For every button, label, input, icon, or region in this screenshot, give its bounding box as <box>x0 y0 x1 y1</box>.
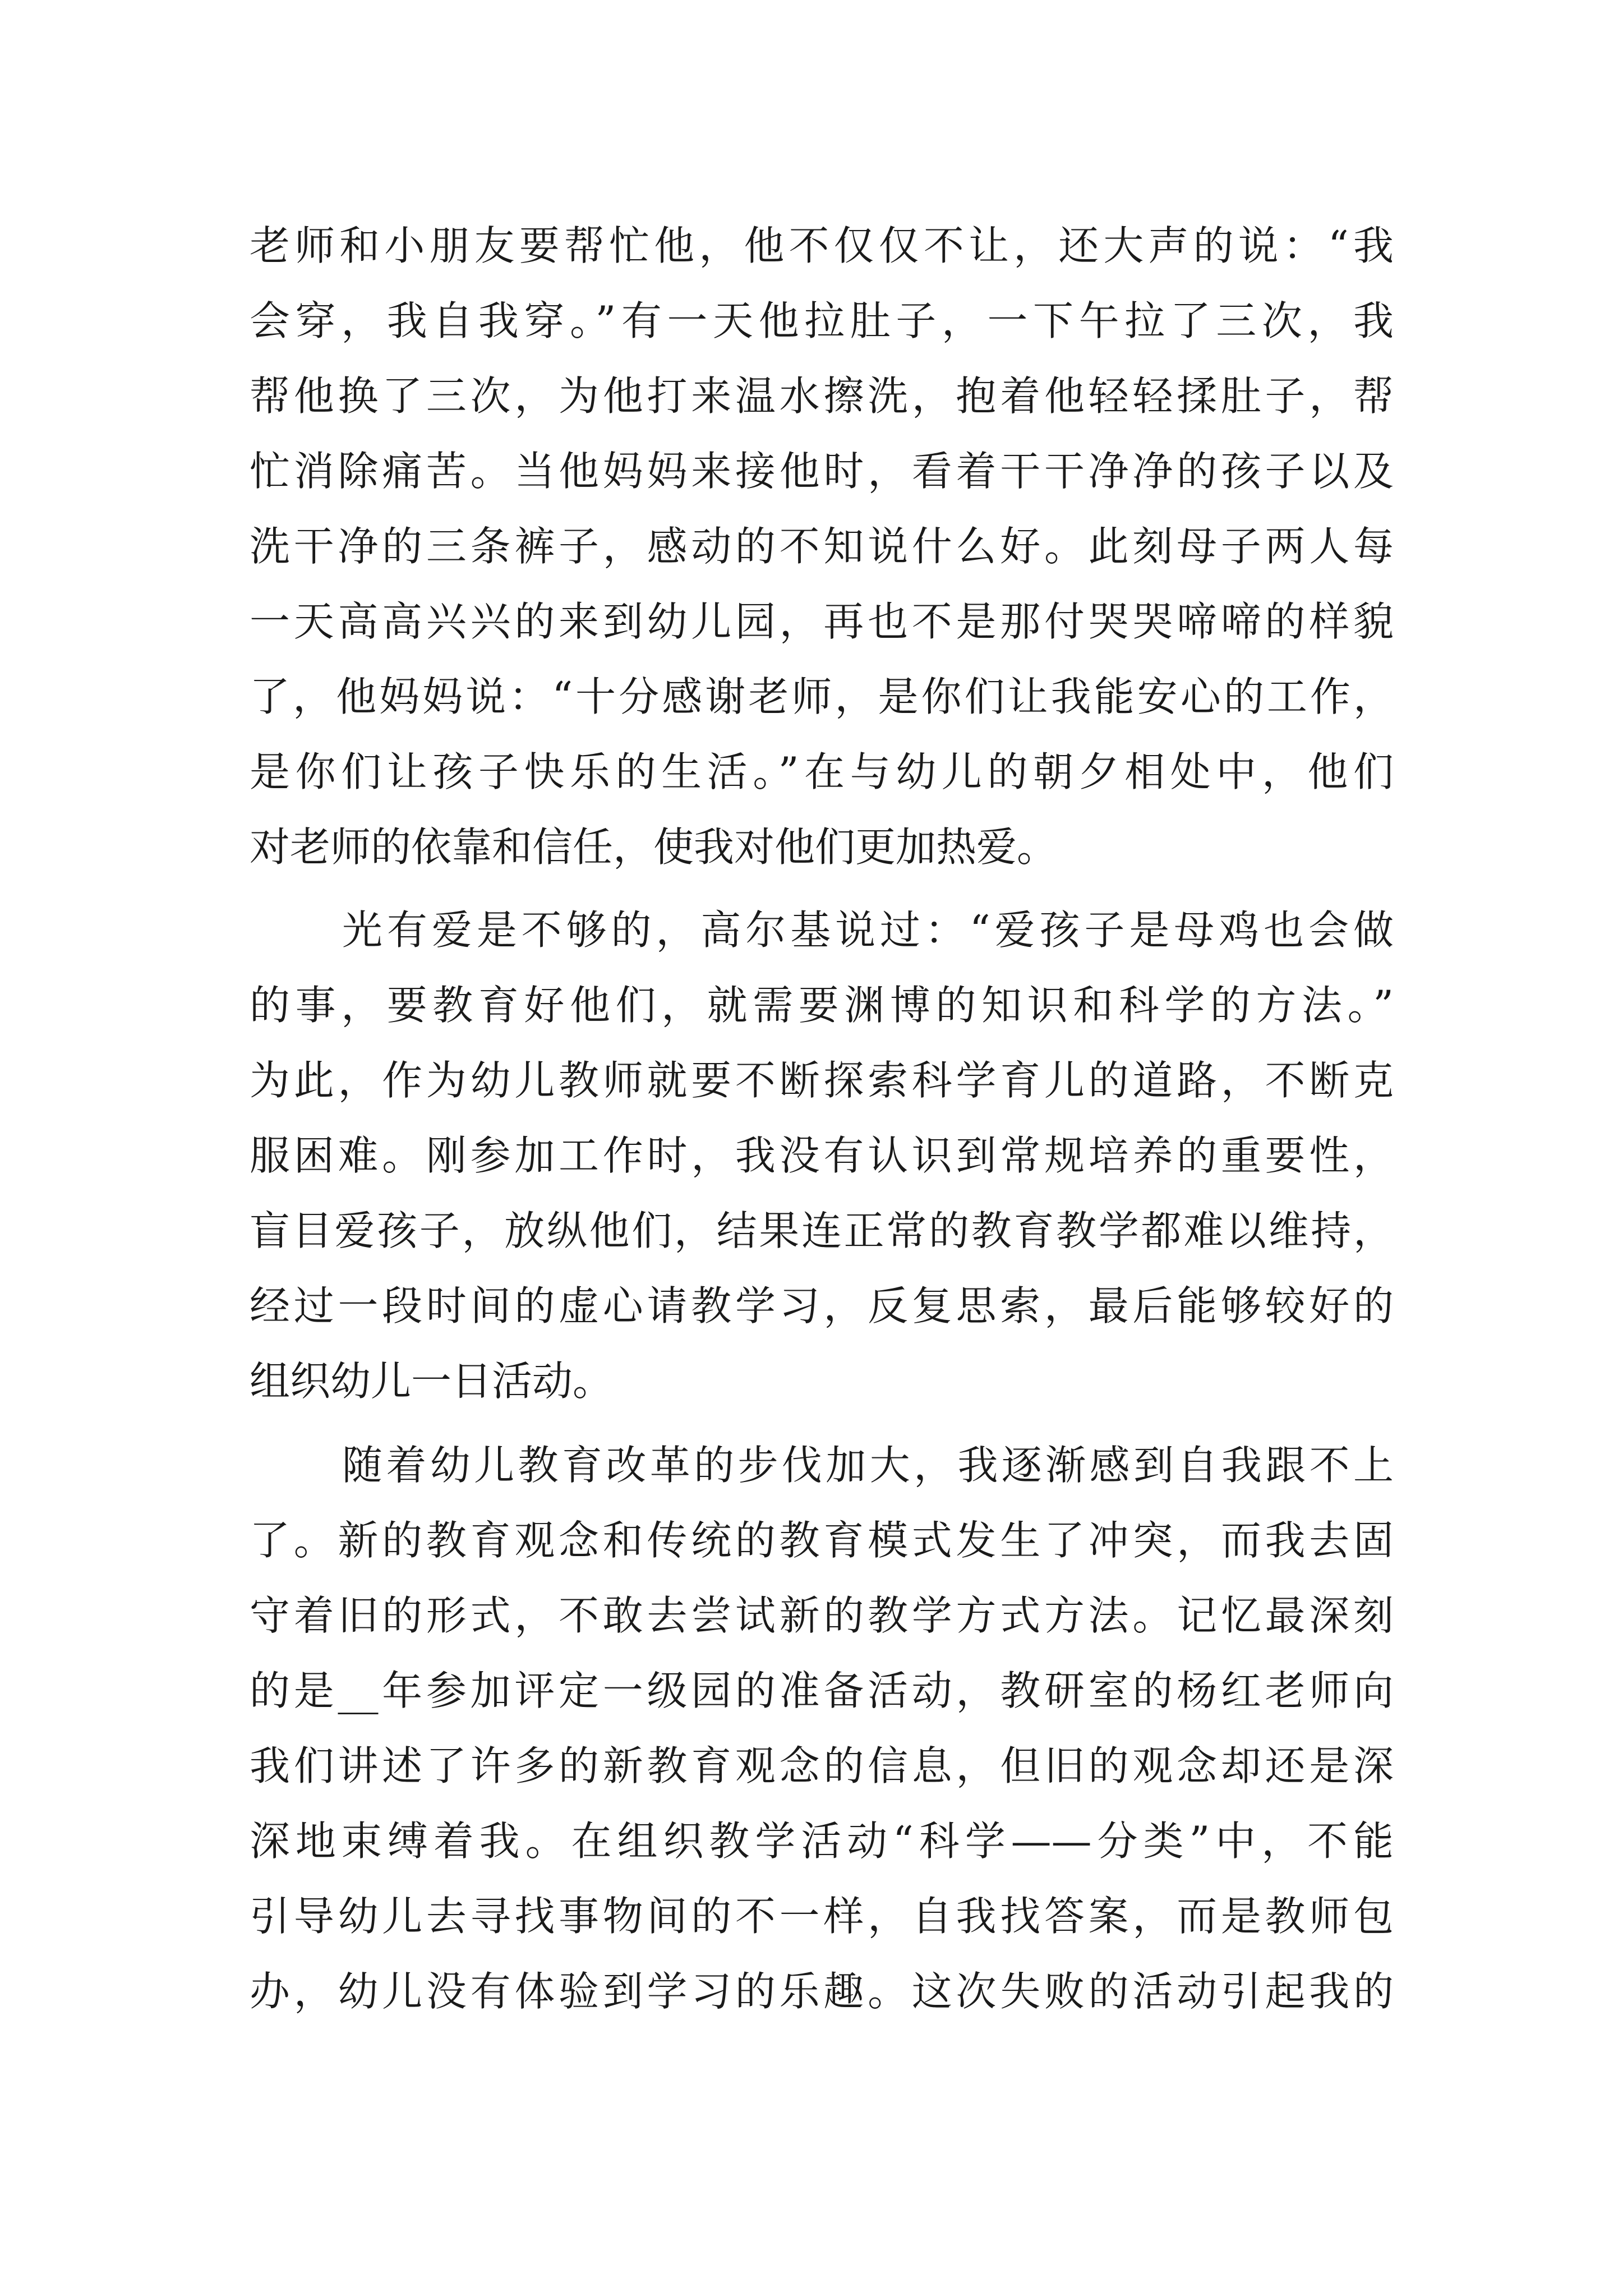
text-line: 忙消除痛苦。当他妈妈来接他时，看着干干净净的孩子以及 <box>250 448 1394 495</box>
text-line: 的是__年参加评定一级园的准备活动，教研室的杨红老师向 <box>250 1667 1394 1714</box>
text-line: 了，他妈妈说：“十分感谢老师，是你们让我能安心的工作， <box>250 673 1394 720</box>
text-line: 办，幼儿没有体验到学习的乐趣。这次失败的活动引起我的 <box>250 1968 1394 2015</box>
text-line: 我们讲述了许多的新教育观念的信息，但旧的观念却还是深 <box>250 1742 1394 1789</box>
text-line: 是你们让孩子快乐的生活。”在与幼儿的朝夕相处中，他们 <box>250 748 1394 795</box>
text-line: 一天高高兴兴的来到幼儿园，再也不是那付哭哭啼啼的样貌 <box>250 598 1394 645</box>
text-line: 盲目爱孩子，放纵他们，结果连正常的教育教学都难以维持， <box>250 1207 1394 1254</box>
text-line: 深地束缚着我。在组织教学活动“科学——分类”中，不能 <box>250 1818 1394 1865</box>
text-line: 随着幼儿教育改革的步伐加大，我逐渐感到自我跟不上 <box>342 1442 1394 1489</box>
text-line: 光有爱是不够的，高尔基说过：“爱孩子是母鸡也会做 <box>342 907 1394 954</box>
text-line: 为此，作为幼儿教师就要不断探索科学育儿的道路，不断克 <box>250 1057 1394 1104</box>
text-line: 了。新的教育观念和传统的教育模式发生了冲突，而我去固 <box>250 1517 1394 1564</box>
text-line: 帮他换了三次，为他打来温水擦洗，抱着他轻轻揉肚子，帮 <box>250 372 1394 420</box>
text-line: 经过一段时间的虚心请教学习，反复思索，最后能够较好的 <box>250 1282 1394 1329</box>
text-line: 服困难。刚参加工作时，我没有认识到常规培养的重要性， <box>250 1132 1394 1179</box>
text-line: 引导幼儿去寻找事物间的不一样，自我找答案，而是教师包 <box>250 1893 1394 1940</box>
text-line: 的事，要教育好他们，就需要渊博的知识和科学的方法。” <box>250 982 1394 1029</box>
text-line: 洗干净的三条裤子，感动的不知说什么好。此刻母子两人每 <box>250 523 1394 570</box>
text-line: 会穿，我自我穿。”有一天他拉肚子，一下午拉了三次，我 <box>250 297 1394 344</box>
text-line: 老师和小朋友要帮忙他，他不仅仅不让，还大声的说：“我 <box>250 222 1394 269</box>
text-line: 组织幼儿一日活动。 <box>250 1358 614 1405</box>
text-line: 守着旧的形式，不敢去尝试新的教学方式方法。记忆最深刻 <box>250 1592 1394 1639</box>
text-line: 对老师的依靠和信任，使我对他们更加热爱。 <box>250 823 1058 871</box>
